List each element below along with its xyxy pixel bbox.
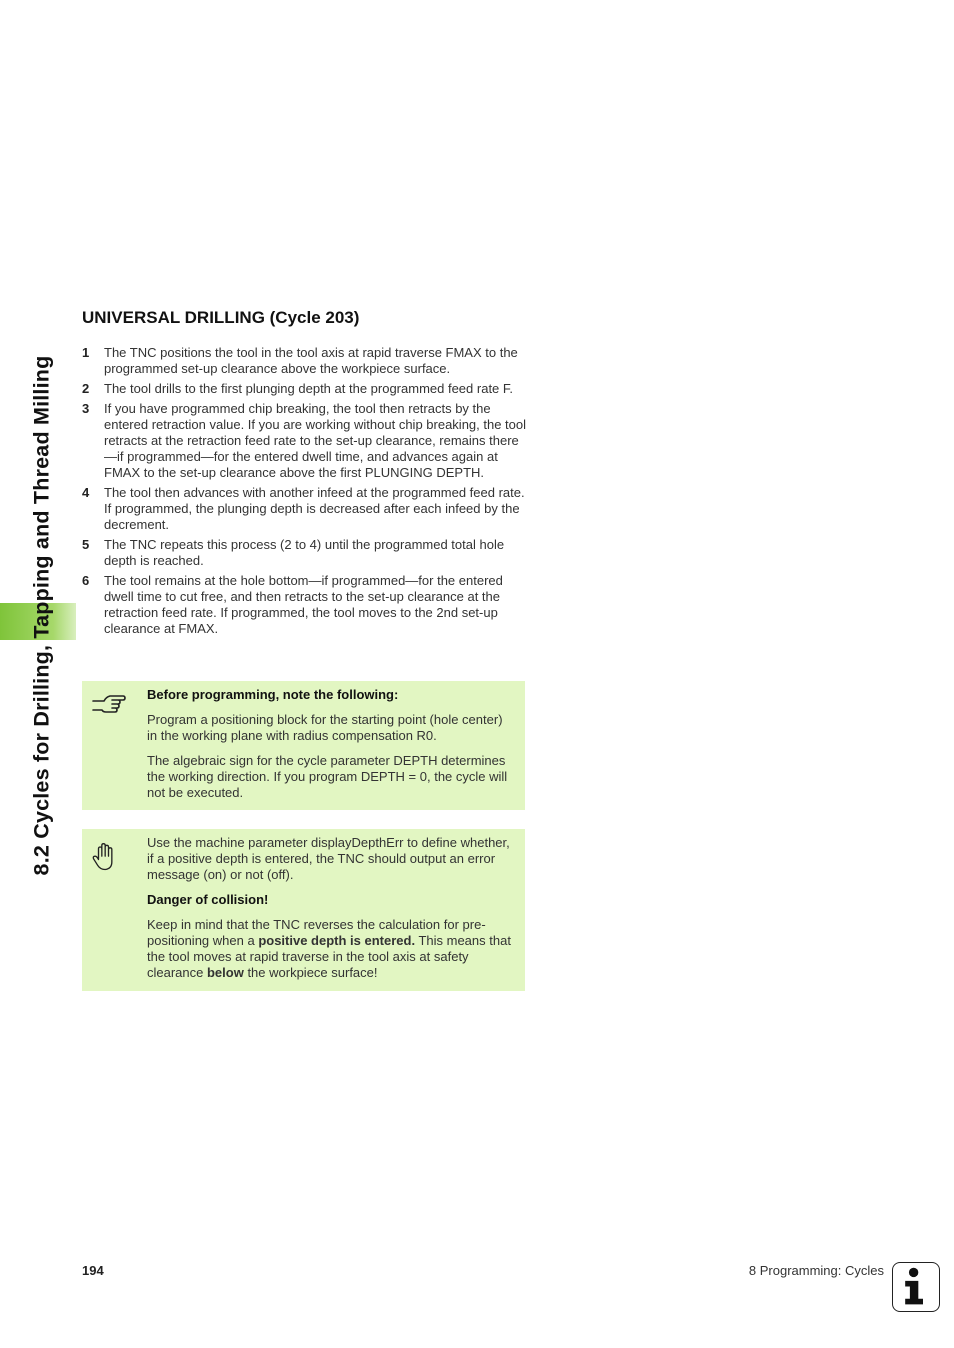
step-number: 6 xyxy=(82,573,90,588)
step-text: The tool remains at the hole bottom—if programmed—for the entered dwell time to cut free, and then retracts to the set-up clearance at the retraction feed rate. If programmed, the tool moves to the 2nd set-up clearance at FMAX. xyxy=(104,573,503,636)
step-item xyxy=(82,345,527,377)
collision-paragraph: Keep in mind that the TNC reverses the calculation for pre-positioning when a positive depth is entered. This means that the tool moves at rapid traverse in the tool axis at safety clearance below the workpiece surface! xyxy=(147,917,511,980)
footer-chapter-title: 8 Programming: Cycles xyxy=(748,1263,884,1278)
step-text: If you have programmed chip breaking, the tool then retracts by the entered retraction value. If you are working without chip breaking, the tool retracts at the retraction feed rate to the set-up clearance, remains there—if programmed—for the entered dwell time, and advances again at FMAX to the set-up clearance above the first PLUNGING DEPTH. xyxy=(104,401,527,480)
step-item xyxy=(82,573,527,637)
note-box-programming: Before programming, note the following: Program a positioning block for the starting point (hole center) in the working plane with radius compensation R0. The algebraic sign for the cycle parameter DEPTH determines the working direction. If you program DEPTH = 0, the cycle will not be executed. xyxy=(82,681,525,810)
step-text: The tool drills to the first plunging depth at the programmed feed rate F. xyxy=(104,381,514,396)
page-number: 194 xyxy=(82,1263,104,1278)
raised-hand-warning-icon xyxy=(91,839,121,875)
step-number: 2 xyxy=(82,381,90,396)
step-item xyxy=(82,401,527,481)
note-box-warning: Use the machine parameter displayDepthErr to define whether, if a positive depth is entered, the TNC should output an error message (on) or not (off). Danger of collision! Keep in mind that the TNC reverses the calculation for pre-positioning when a positive depth is entered. This means that the tool moves at rapid traverse in the tool axis at safety clearance below the workpiece surface! xyxy=(82,829,525,991)
step-text: The TNC repeats this process (2 to 4) until the programmed total hole depth is reached. xyxy=(104,537,505,568)
info-icon xyxy=(892,1262,940,1312)
step-item xyxy=(82,537,527,569)
step-list xyxy=(82,345,527,641)
pointing-hand-icon xyxy=(90,689,126,719)
side-chapter-title: 8.2 Cycles for Drilling, Tapping and Thread Milling xyxy=(29,355,54,875)
step-text: The TNC positions the tool in the tool axis at rapid traverse FMAX to the programmed set-up clearance above the workpiece surface. xyxy=(104,345,518,376)
step-text: The tool then advances with another infeed at the programmed feed rate. If programmed, the plunging depth is decreased after each infeed by the decrement. xyxy=(104,485,525,532)
step-number: 3 xyxy=(82,401,90,416)
step-item xyxy=(82,485,527,533)
section-heading: UNIVERSAL DRILLING (Cycle 203) xyxy=(82,308,360,327)
step-number: 1 xyxy=(82,345,90,360)
step-number: 5 xyxy=(82,537,90,552)
step-number: 4 xyxy=(82,485,90,500)
step-item xyxy=(82,381,527,397)
